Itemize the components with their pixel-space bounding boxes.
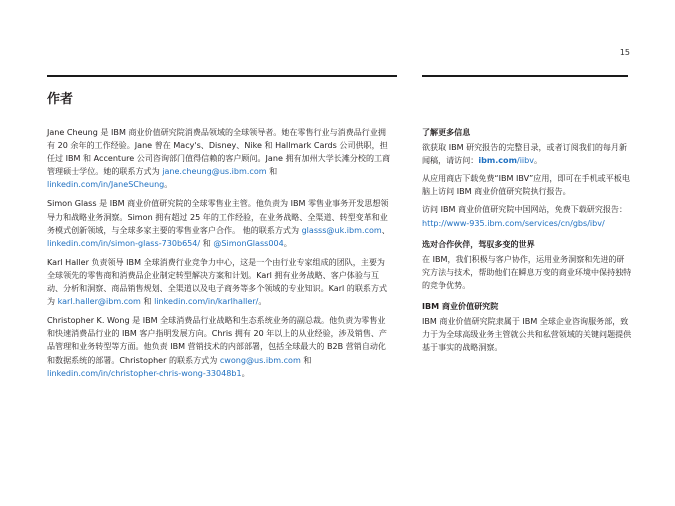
linkedin-link[interactable]: linkedin.com/in/JaneSCheung bbox=[47, 180, 165, 190]
bio-text: Simon Glass 是 IBM 商业价值研究院的全球零售业主管。他负责为 IBM 零售业事务开发思想领导力和战略业务洞察。Simon 拥有超过 25 年的工作经验，在业务战略、全渠道、转型变革和业务模式创新领域，与全球多家主要的零售业客户合作。 他的联系方式为 bbox=[47, 199, 389, 235]
email-link[interactable]: cwong@us.ibm.com bbox=[219, 355, 301, 365]
bio-text: 。 bbox=[164, 180, 173, 190]
author-bio-karl-haller bbox=[47, 256, 392, 308]
bio-text: 。 bbox=[283, 238, 292, 248]
authors-column bbox=[47, 126, 392, 386]
partner-title: 选对合作伙伴，驾驭多变的世界 bbox=[422, 239, 535, 249]
email-link[interactable]: glasss@uk.ibm.com bbox=[301, 225, 382, 235]
ibv-title: IBM 商业价值研究院 bbox=[422, 302, 499, 312]
china-site-link[interactable]: http://www-935.ibm.com/services/cn/gbs/ibv/ bbox=[422, 218, 605, 228]
bio-text: 。 bbox=[258, 297, 267, 307]
china-site-paragraph bbox=[422, 203, 632, 229]
email-link[interactable]: karl.haller@ibm.com bbox=[57, 297, 141, 307]
linkedin-link[interactable]: linkedin.com/in/simon-glass-730b654/ bbox=[47, 238, 201, 248]
twitter-link[interactable]: @SimonGlass004 bbox=[213, 238, 284, 248]
bio-text: Karl Haller 负责领导 IBM 全球消费行业竞争力中心，这是一个由行业专家组成的团队，主要为全球领先的零售商和消费品企业制定转型解决方案和计划。Karl 拥有业务战略、客户体验与互动、分析和洞察、商品销售规划、全渠道以及电子商务等多个领域的专业知识。Karl 的联系方式为 bbox=[47, 257, 388, 307]
email-link[interactable]: jane.cheung@us.ibm.com bbox=[162, 167, 267, 177]
page-number: 15 bbox=[619, 48, 630, 57]
learn-more-title: 了解更多信息 bbox=[422, 128, 471, 137]
bio-text: 和 bbox=[300, 355, 312, 365]
bio-text: 和 bbox=[140, 297, 155, 307]
bio-text: 。 bbox=[241, 368, 250, 378]
info-column bbox=[422, 126, 632, 359]
info-text: 。 bbox=[534, 156, 543, 166]
bio-text: 和 bbox=[200, 238, 214, 248]
bio-text: 、 bbox=[381, 225, 390, 235]
info-text: 访问 IBM 商业价值研究院中国网站，免费下载研究报告： bbox=[422, 205, 628, 215]
linkedin-link[interactable]: linkedin.com/in/christopher-chris-wong-33048b1 bbox=[47, 368, 242, 378]
author-bio-christopher-wong bbox=[47, 314, 392, 379]
linkedin-link[interactable]: linkedin.com/in/karlhaller/ bbox=[154, 297, 259, 307]
ibv-website-link[interactable]: ibm.com bbox=[478, 156, 517, 166]
app-download-paragraph: 从应用商店下载免费“IBM IBV”应用，即可在手机或平板电脑上访问 IBM 商业价值研究院执行报告。 bbox=[422, 174, 630, 197]
ibv-website-link-path[interactable]: /iibv bbox=[516, 156, 535, 166]
section-heading: 作者 bbox=[47, 92, 74, 107]
bio-text: 和 bbox=[266, 167, 278, 177]
bio-text: Jane Cheung 是 IBM 商业价值研究院消费品领域的全球领导者。她在零售行业与消费品行业拥有 20 余年的工作经验。Jane 曾在 Macy's、Disney、Nike 和 Hallmark Cards 公司供职，担任过 IBM 和 Accenture 公司咨询部门值得信赖的客户顾问。Jane 拥有加州大学长滩分校的工商管理硕士学位。她的联系方式为 bbox=[47, 128, 391, 177]
bio-text: Christopher K. Wong 是 IBM 全球消费品行业战略和生态系统业务的副总裁。他负责为零售业和快速消费品行业的 IBM 客户指明发展方向。Chris 拥有 20 年以上的从业经验，涉及销售、产品管理和业务转型等方面。他负责 IBM 营销技术的内部部署，包括全球最大的 B2B 营销自动化和数据系统的部署。Christopher 的联系方式为 bbox=[47, 316, 387, 365]
learn-more-paragraph bbox=[422, 141, 632, 167]
right-header-rule bbox=[422, 75, 628, 77]
author-bio-jane-cheung bbox=[47, 126, 392, 191]
author-bio-simon-glass bbox=[47, 197, 392, 249]
left-header-rule bbox=[47, 75, 397, 77]
info-text: 欲获取 IBM 研究报告的完整目录，或者订阅我们的每月新闻稿，请访问： bbox=[422, 143, 628, 166]
ibv-paragraph: IBM 商业价值研究院隶属于 IBM 全球企业咨询服务部，致力于为全球高级业务主管就公共和私营领域的关键问题提供基于事实的战略洞察。 bbox=[422, 317, 632, 353]
partner-paragraph: 在 IBM，我们积极与客户协作，运用业务洞察和先进的研究方法与技术，帮助他们在瞬息万变的商业环境中保持独特的竞争优势。 bbox=[422, 254, 632, 290]
